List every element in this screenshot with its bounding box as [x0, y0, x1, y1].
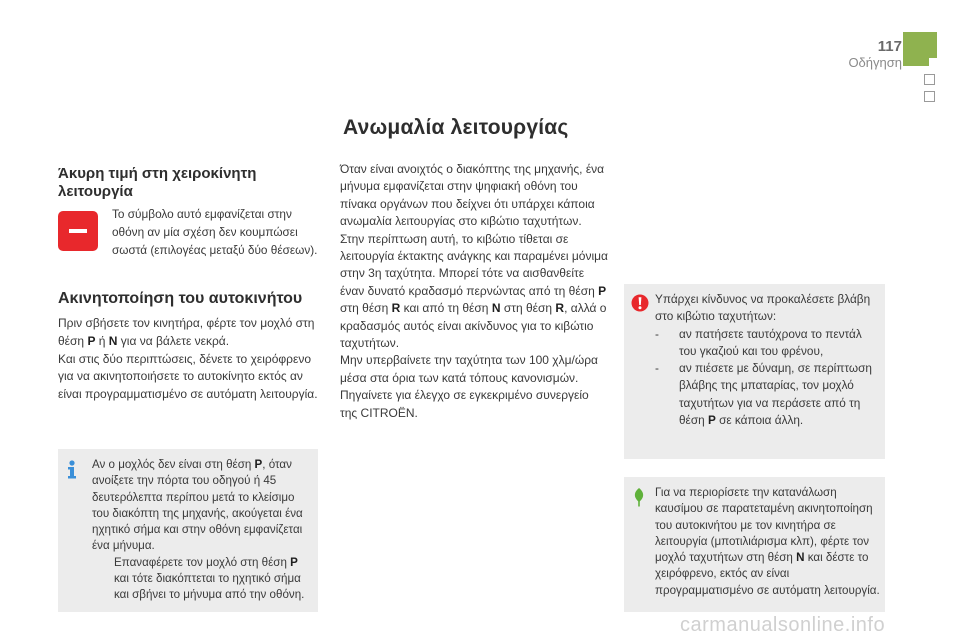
danger-note-text: Υπάρχει κίνδυνος να προκαλέσετε βλάβη στο κιβώτιο ταχυτήτων: - αν πατήσετε ταυτόχρονα το πεντάλ του γκαζιού και του φρένου, - αν πιέσετε με δύναμη, σε περίπτωση βλάβης της μπαταρίας, τον μοχλό ταχυτήτων για να περάσετε από τη θέση P σε κάποια άλλη. — [655, 292, 872, 428]
eco-leaf-icon — [632, 487, 646, 507]
page-number: 117 — [877, 38, 902, 55]
main-title: Ανωμαλία λειτουργίας — [343, 116, 569, 139]
chapter-tab[interactable] — [924, 91, 935, 102]
immobilization-text: Πριν σβήσετε τον κινητήρα, φέρτε τον μοχλό στη θέση P ή N για να βάλετε νεκρά. Και στις δύο περιπτώσεις, δένετε το χειρόφρενο για να ακινητοποιήσετε το αυτοκίνητο εκτός αν είναι προγραμματισμένο σε αυτόματη λειτουργία. — [58, 316, 318, 402]
check-mark-icon — [92, 555, 114, 604]
fault-description: Το σύμβολο αυτό εμφανίζεται στην οθόνη αν μία σχέση δεν κουμπώσει σωστά (επιλογέας μεταξύ δύο θέσεων). — [112, 207, 318, 257]
chapter-tab-active[interactable] — [903, 32, 937, 66]
watermark: carmanualsonline.info — [680, 614, 886, 636]
section-title: Οδήγηση — [848, 55, 902, 70]
operating-fault-text: Όταν είναι ανοιχτός ο διακόπτης της μηχανής, ένα μήνυμα εμφανίζεται στην ψηφιακή οθόνη του πίνακα οργάνων που δείχνει ότι υπάρχει κάποια ανωμαλία λειτουργίας στο κιβώτιο ταχυτήτων. Στην περίπτωση αυτή, το κιβώτιο τίθεται σε λειτουργία έκτακτης ανάγκης και παραμένει μόνιμα στην 3η ταχύτητα. Μπορεί τότε να αισθανθείτε έναν δυνατό κραδασμό περνώντας από τη θέση P στη θέση R και από τη θέση N στη θέση R, αλλά ο κραδασμός αυτός είναι ακίνδυνος για το κιβώτιο ταχυτήτων. Μην υπερβαίνετε την ταχύτητα των 100 χλμ/ώρα μέσα στα όρια των κατά τόπους κανονισμών. Πηγαίνετε για έλεγχο σε εγκεκριμένο συνεργείο της CITROËN. — [340, 162, 608, 420]
info-icon — [65, 460, 79, 479]
fault-heading: Άκυρη τιμή στη χειροκίνητη λειτουργία — [58, 165, 257, 200]
immobilization-heading: Ακινητοποίηση του αυτοκινήτου — [58, 290, 303, 307]
eco-note-text: Για να περιορίσετε την κατανάλωση καυσίμου σε παρατεταμένη ακινητοποίηση του αυτοκινήτου με τον κινητήρα σε λειτουργία (μποτιλιάρισμα κλπ), φέρτε τον μοχλό ταχυτήτων στη θέση N και δέστε το χειρόφρενο, εκτός αν είναι προγραμματισμένο σε αυτόματη λειτουργία. — [655, 486, 880, 597]
info-note-text: Αν ο μοχλός δεν είναι στη θέση P, όταν ανοίξετε την πόρτα του οδηγού ή 45 δευτερόλεπτα περίπου μετά το κλείσιμο του διακόπτη της μηχανής, ακούγεται ένα ηχητικό σήμα και στην οθόνη εμφανίζεται ένα μήνυμα. Επαναφέρετε τον μοχλό στη θέση P και τότε διακόπτεται το ηχητικό σήμα και σβήνει το μήνυμα από την οθόνη. — [92, 457, 314, 604]
chapter-tab[interactable] — [924, 74, 935, 85]
warning-icon — [631, 294, 649, 312]
invalid-gear-symbol-icon — [58, 211, 98, 251]
